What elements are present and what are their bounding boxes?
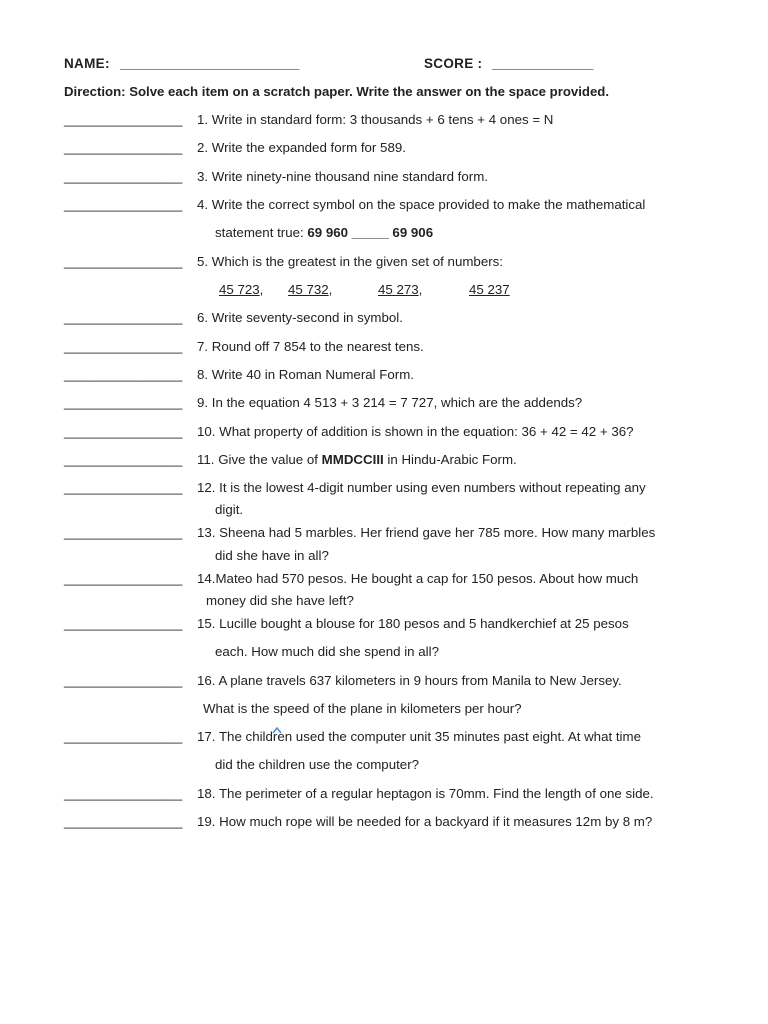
question-19: 19. How much rope will be needed for a backyard if it measures 12m by 8 m? bbox=[197, 814, 653, 829]
answer-blank: ________________ bbox=[64, 254, 183, 269]
question-12: 12. It is the lowest 4-digit number using even numbers without repeating any bbox=[197, 480, 646, 495]
statement-numbers: 69 960 _____ 69 906 bbox=[307, 225, 434, 240]
answer-blank: ________________ bbox=[64, 424, 183, 439]
question-4: 4. Write the correct symbol on the space provided to make the mathematical bbox=[197, 197, 646, 212]
question-18: 18. The perimeter of a regular heptagon is 70mm. Find the length of one side. bbox=[197, 786, 654, 801]
choice-1: 45 723, bbox=[219, 282, 264, 297]
answer-blank: ________________ bbox=[64, 112, 183, 127]
answer-blank: ________________ bbox=[64, 395, 183, 410]
question-11 bbox=[197, 452, 517, 468]
question-13-cont: did she have in all? bbox=[215, 548, 329, 563]
question-15-cont: each. How much did she spend in all? bbox=[215, 644, 439, 659]
choice-2: 45 732, bbox=[288, 282, 333, 297]
question-16-cont: What is the speed of the plane in kilometers per hour? bbox=[203, 701, 522, 716]
answer-blank: ________________ bbox=[64, 339, 183, 354]
q11-pre: 11. Give the value of bbox=[197, 452, 322, 467]
score-blank: _____________ bbox=[492, 56, 594, 71]
choice-2-value: 45 732 bbox=[288, 282, 329, 297]
question-3: 3. Write ninety-nine thousand nine standard form. bbox=[197, 169, 488, 184]
question-4-statement bbox=[215, 225, 433, 241]
question-10: 10. What property of addition is shown in the equation: 36 + 42 = 42 + 36? bbox=[197, 424, 634, 439]
question-14-cont: money did she have left? bbox=[206, 593, 354, 608]
answer-blank: ________________ bbox=[64, 786, 183, 801]
choice-4-value: 45 237 bbox=[469, 282, 510, 297]
question-7: 7. Round off 7 854 to the nearest tens. bbox=[197, 339, 424, 354]
choice-1-value: 45 723 bbox=[219, 282, 260, 297]
question-12-cont: digit. bbox=[215, 502, 244, 517]
answer-blank: ________________ bbox=[64, 480, 183, 495]
answer-blank: ________________ bbox=[64, 729, 183, 744]
answer-blank: ________________ bbox=[64, 367, 183, 382]
name-blank: _______________________ bbox=[120, 56, 300, 71]
question-8: 8. Write 40 in Roman Numeral Form. bbox=[197, 367, 415, 382]
question-9: 9. In the equation 4 513 + 3 214 = 7 727, which are the addends? bbox=[197, 395, 583, 410]
question-15: 15. Lucille bought a blouse for 180 pesos and 5 handkerchief at 25 pesos bbox=[197, 616, 629, 631]
name-label: NAME: bbox=[64, 56, 110, 71]
answer-blank: ________________ bbox=[64, 140, 183, 155]
question-16: 16. A plane travels 637 kilometers in 9 hours from Manila to New Jersey. bbox=[197, 673, 622, 688]
question-17-cont: did the children use the computer? bbox=[215, 757, 420, 772]
score-label: SCORE : bbox=[424, 56, 483, 71]
choice-3-value: 45 273 bbox=[378, 282, 419, 297]
question-17: 17. The children used the computer unit 35 minutes past eight. At what time bbox=[197, 729, 641, 744]
q11-post: in Hindu-Arabic Form. bbox=[383, 452, 517, 467]
statement-prefix: statement true: bbox=[215, 225, 308, 240]
answer-blank: ________________ bbox=[64, 673, 183, 688]
question-14: 14.Mateo had 570 pesos. He bought a cap for 150 pesos. About how much bbox=[197, 571, 639, 586]
question-5: 5. Which is the greatest in the given set of numbers: bbox=[197, 254, 503, 269]
choice-4 bbox=[469, 282, 510, 298]
question-13: 13. Sheena had 5 marbles. Her friend gave her 785 more. How many marbles bbox=[197, 525, 656, 540]
question-6: 6. Write seventy-second in symbol. bbox=[197, 310, 403, 325]
answer-blank: ________________ bbox=[64, 814, 183, 829]
question-1: 1. Write in standard form: 3 thousands + 6 tens + 4 ones = N bbox=[197, 112, 554, 127]
question-2: 2. Write the expanded form for 589. bbox=[197, 140, 406, 155]
answer-blank: ________________ bbox=[64, 571, 183, 586]
direction-text: Direction: Solve each item on a scratch paper. Write the answer on the space provided. bbox=[64, 84, 610, 99]
answer-blank: ________________ bbox=[64, 169, 183, 184]
answer-blank: ________________ bbox=[64, 616, 183, 631]
answer-blank: ________________ bbox=[64, 310, 183, 325]
answer-blank: ________________ bbox=[64, 452, 183, 467]
cursor-icon bbox=[272, 727, 282, 739]
q11-roman: MMDCCIII bbox=[321, 452, 384, 467]
choice-3: 45 273, bbox=[378, 282, 423, 297]
answer-blank: ________________ bbox=[64, 197, 183, 212]
answer-blank: ________________ bbox=[64, 525, 183, 540]
